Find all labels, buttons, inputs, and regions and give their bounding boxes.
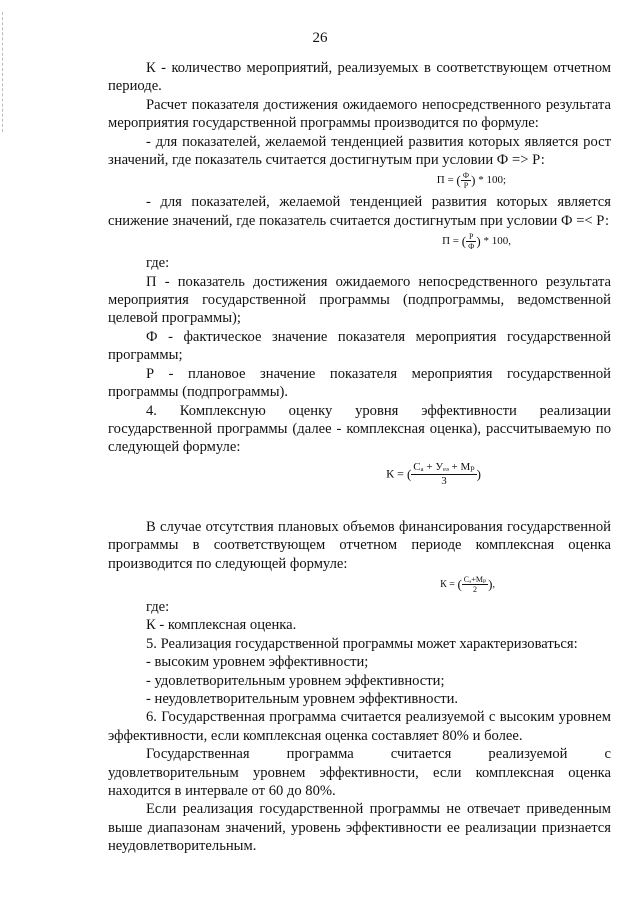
formula-growth-denominator: Р bbox=[463, 181, 469, 191]
page-number: 26 bbox=[312, 30, 328, 46]
paragraph-high-efficiency: 6. Государственная программа считается реализуемой с высоким уровнем эффективности, если комплексная оценка составляет 80% и более. bbox=[108, 709, 611, 744]
paragraph-calculation-intro: Расчет показателя достижения ожидаемого непосредственного результата мероприятия государственной программы производится по формуле: bbox=[108, 96, 611, 132]
formula-growth-left: П = bbox=[436, 174, 454, 187]
paragraph-growth-indicators: - для показателей, желаемой тенденцией развития которых является рост значений, где показатель считается достигнутым при условии Ф => Р: bbox=[108, 133, 611, 169]
formula-growth-fraction bbox=[461, 171, 471, 190]
formula-complex-numerator: Сₐ + Уₑₔ + Мₚ bbox=[413, 460, 475, 473]
formula-complex-left: К = bbox=[386, 465, 404, 480]
document-body bbox=[108, 59, 611, 856]
paragraph-f-definition: Ф - фактическое значение показателя мероприятия государственной программы; bbox=[108, 328, 611, 364]
formula-no-funding-right: , bbox=[492, 578, 495, 590]
paragraph-satisfactory-efficiency: Государственная программа считается реализуемой с удовлетворительным уровнем эффективности, если комплексная оценка находится в интервале от 60 до 80%. bbox=[108, 746, 611, 799]
formula-complex: К = ( $\frac{\text{Сₐ + Уₑₔ + Мₚ}}{3}$ ) bbox=[386, 460, 481, 487]
formula-no-funding-left: К = bbox=[440, 578, 455, 590]
paragraph-no-funding: В случае отсутствия плановых объемов финансирования государственной программы в соответствующем отчетном периоде комплексная оценка производится по следующей формуле: bbox=[108, 518, 611, 572]
formula-decline-fraction bbox=[466, 232, 476, 251]
formula-decline-right: * 100, bbox=[483, 235, 511, 248]
spacer bbox=[108, 496, 611, 518]
list-item-high: - высоким уровнем эффективности; bbox=[146, 654, 369, 671]
paragraph-p-definition: П - показатель достижения ожидаемого непосредственного результата мероприятия государственной программы (подпрограммы, ведомственной целевой программы); bbox=[108, 273, 611, 327]
paragraph-k-complex: К - комплексная оценка. bbox=[146, 617, 297, 634]
paragraph-k-definition: К - количество мероприятий, реализуемых в соответствующем отчетном периоде. bbox=[108, 60, 611, 95]
list-item-unsatisfactory: - неудовлетворительным уровнем эффективности. bbox=[146, 690, 459, 707]
formula-growth-numerator: Ф bbox=[462, 171, 470, 181]
paragraph-unsatisfactory-efficiency: Если реализация государственной программы не отвечает приведенным выше диапазонам значений, уровень эффективности ее реализации признается неудовлетворительным. bbox=[108, 801, 611, 855]
list-item-satisfactory: - удовлетворительным уровнем эффективности; bbox=[146, 672, 445, 689]
formula-no-funding-numerator: Сₐ+Мₚ bbox=[463, 574, 487, 584]
formula-complex-denominator: 3 bbox=[441, 474, 447, 487]
paragraph-where-1: где: bbox=[146, 255, 170, 272]
paragraph-where-2: где: bbox=[146, 598, 170, 615]
paragraph-characterization: 5. Реализация государственной программы может характеризоваться: bbox=[146, 635, 578, 652]
formula-decline-denominator: Ф bbox=[468, 242, 475, 252]
paragraph-decline-indicators: - для показателей, желаемой тенденцией развития которых является снижение значений, где показатель считается достигнутым при условии Ф =< Р: bbox=[108, 194, 611, 229]
paragraph-complex-assessment: 4. Комплексную оценку уровня эффективности реализации государственной программы (далее - комплексная оценка), рассчитываемую по следующей формуле: bbox=[108, 402, 611, 456]
formula-growth: П = ( $\frac{Ф}{Р}$ ) * 100; bbox=[436, 171, 506, 191]
formula-decline-numerator: Р bbox=[466, 232, 476, 242]
formula-decline: П = ( $\frac{Р}{Ф}$ ) * 100, bbox=[442, 232, 511, 252]
formula-no-funding-denominator: 2 bbox=[472, 584, 477, 594]
paragraph-r-definition: Р - плановое значение показателя мероприятия государственной программы (подпрограммы). bbox=[108, 365, 611, 401]
formula-complex-fraction bbox=[411, 461, 476, 488]
formula-no-funding-fraction bbox=[462, 575, 488, 594]
formula-no-funding: К = ( $\frac{\text{Сₐ+Мₚ}}{2}$ ), bbox=[440, 574, 495, 594]
formula-decline-left: П = bbox=[442, 235, 459, 248]
formula-growth-right: * 100; bbox=[478, 174, 506, 187]
